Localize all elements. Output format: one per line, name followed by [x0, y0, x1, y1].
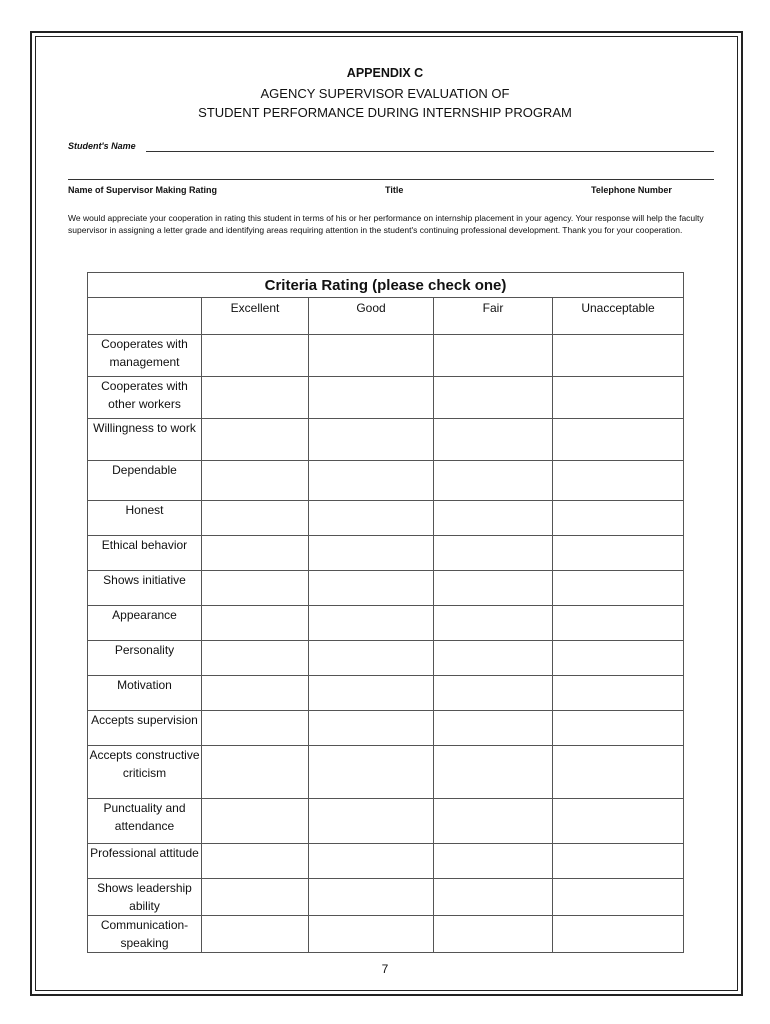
rating-checkbox-fair[interactable]	[434, 571, 553, 606]
column-header-good: Good	[309, 298, 434, 335]
rating-checkbox-good[interactable]	[309, 536, 434, 571]
rating-checkbox-good[interactable]	[309, 641, 434, 676]
table-row	[88, 419, 684, 461]
rating-checkbox-excellent[interactable]	[202, 916, 309, 953]
rating-checkbox-excellent[interactable]	[202, 536, 309, 571]
rating-checkbox-fair[interactable]	[434, 335, 553, 377]
rating-checkbox-unacceptable[interactable]	[553, 711, 684, 746]
column-header-excellent: Excellent	[202, 298, 309, 335]
form-title-line-1: AGENCY SUPERVISOR EVALUATION OF	[260, 86, 510, 101]
rating-checkbox-good[interactable]	[309, 606, 434, 641]
rating-checkbox-good[interactable]	[309, 571, 434, 606]
table-row	[88, 711, 684, 746]
rating-checkbox-fair[interactable]	[434, 461, 553, 501]
rating-checkbox-unacceptable[interactable]	[553, 536, 684, 571]
table-caption: Criteria Rating (please check one)	[88, 273, 684, 298]
criterion-label: Dependable	[88, 461, 202, 501]
rating-checkbox-good[interactable]	[309, 711, 434, 746]
rating-checkbox-fair[interactable]	[434, 711, 553, 746]
page-number: 7	[381, 962, 389, 976]
rating-checkbox-excellent[interactable]	[202, 746, 309, 799]
criterion-label: Cooperates with other workers	[88, 377, 202, 419]
supervisor-field-line[interactable]	[68, 179, 714, 180]
criterion-label: Willingness to work	[88, 419, 202, 461]
table-row	[88, 461, 684, 501]
telephone-label: Telephone Number	[591, 185, 672, 195]
criteria-header-cell	[88, 298, 202, 335]
table-row	[88, 606, 684, 641]
appendix-title: APPENDIX C	[346, 66, 424, 80]
table-row	[88, 536, 684, 571]
column-header-row	[88, 298, 684, 335]
rating-checkbox-fair[interactable]	[434, 746, 553, 799]
table-row	[88, 916, 684, 953]
criteria-body	[88, 335, 684, 953]
rating-checkbox-excellent[interactable]	[202, 571, 309, 606]
student-name-field[interactable]	[146, 151, 714, 152]
rating-checkbox-excellent[interactable]	[202, 461, 309, 501]
rating-checkbox-excellent[interactable]	[202, 501, 309, 536]
rating-checkbox-unacceptable[interactable]	[553, 916, 684, 953]
rating-checkbox-excellent[interactable]	[202, 641, 309, 676]
criterion-label: Honest	[88, 501, 202, 536]
rating-checkbox-good[interactable]	[309, 799, 434, 844]
table-row	[88, 676, 684, 711]
rating-checkbox-unacceptable[interactable]	[553, 746, 684, 799]
intro-paragraph: We would appreciate your cooperation in rating this student in terms of his or her performance on internship placement in your agency. Your response will help the faculty supervisor in assigning a letter grade and identifying areas requiring attention in the student's continuing professional development. Thank you for your cooperation.	[68, 213, 704, 235]
rating-checkbox-excellent[interactable]	[202, 419, 309, 461]
rating-checkbox-unacceptable[interactable]	[553, 335, 684, 377]
rating-checkbox-unacceptable[interactable]	[553, 844, 684, 879]
student-name-label: Student's Name	[68, 141, 136, 151]
rating-checkbox-fair[interactable]	[434, 606, 553, 641]
table-row	[88, 879, 684, 916]
table-row	[88, 501, 684, 536]
criterion-label: Shows leadership ability	[88, 879, 202, 916]
rating-checkbox-fair[interactable]	[434, 641, 553, 676]
rating-checkbox-unacceptable[interactable]	[553, 606, 684, 641]
supervisor-name-label: Name of Supervisor Making Rating	[68, 185, 218, 195]
criterion-label: Cooperates with management	[88, 335, 202, 377]
rating-checkbox-unacceptable[interactable]	[553, 419, 684, 461]
rating-checkbox-unacceptable[interactable]	[553, 461, 684, 501]
rating-checkbox-fair[interactable]	[434, 676, 553, 711]
criterion-label: Accepts constructive criticism	[88, 746, 202, 799]
rating-checkbox-unacceptable[interactable]	[553, 879, 684, 916]
rating-checkbox-fair[interactable]	[434, 844, 553, 879]
table-row	[88, 799, 684, 844]
rating-checkbox-good[interactable]	[309, 501, 434, 536]
rating-checkbox-excellent[interactable]	[202, 377, 309, 419]
table-row	[88, 571, 684, 606]
rating-checkbox-unacceptable[interactable]	[553, 799, 684, 844]
rating-checkbox-good[interactable]	[309, 335, 434, 377]
rating-checkbox-good[interactable]	[309, 419, 434, 461]
rating-checkbox-fair[interactable]	[434, 536, 553, 571]
criterion-label: Professional attitude	[88, 844, 202, 879]
rating-checkbox-good[interactable]	[309, 676, 434, 711]
table-row	[88, 844, 684, 879]
rating-checkbox-unacceptable[interactable]	[553, 377, 684, 419]
rating-checkbox-good[interactable]	[309, 461, 434, 501]
form-title-line-2: STUDENT PERFORMANCE DURING INTERNSHIP PROGRAM	[198, 105, 572, 120]
rating-checkbox-fair[interactable]	[434, 879, 553, 916]
rating-checkbox-excellent[interactable]	[202, 711, 309, 746]
title-label: Title	[385, 185, 404, 195]
rating-checkbox-excellent[interactable]	[202, 844, 309, 879]
criterion-label: Motivation	[88, 676, 202, 711]
criterion-label: Ethical behavior	[88, 536, 202, 571]
rating-checkbox-fair[interactable]	[434, 799, 553, 844]
rating-checkbox-fair[interactable]	[434, 916, 553, 953]
rating-checkbox-good[interactable]	[309, 879, 434, 916]
rating-checkbox-excellent[interactable]	[202, 335, 309, 377]
column-header-fair: Fair	[434, 298, 553, 335]
rating-checkbox-unacceptable[interactable]	[553, 501, 684, 536]
rating-checkbox-good[interactable]	[309, 844, 434, 879]
rating-checkbox-fair[interactable]	[434, 419, 553, 461]
rating-checkbox-unacceptable[interactable]	[553, 676, 684, 711]
rating-checkbox-excellent[interactable]	[202, 879, 309, 916]
rating-checkbox-excellent[interactable]	[202, 606, 309, 641]
table-row	[88, 746, 684, 799]
rating-checkbox-unacceptable[interactable]	[553, 571, 684, 606]
criterion-label: Communication-speaking	[88, 916, 202, 953]
rating-checkbox-excellent[interactable]	[202, 676, 309, 711]
rating-checkbox-good[interactable]	[309, 746, 434, 799]
table-row	[88, 335, 684, 377]
rating-checkbox-excellent[interactable]	[202, 799, 309, 844]
criterion-label: Personality	[88, 641, 202, 676]
criteria-rating-table	[87, 272, 684, 953]
criterion-label: Appearance	[88, 606, 202, 641]
rating-checkbox-good[interactable]	[309, 377, 434, 419]
column-header-unacceptable: Unacceptable	[553, 298, 684, 335]
criterion-label: Punctuality and attendance	[88, 799, 202, 844]
criterion-label: Accepts supervision	[88, 711, 202, 746]
rating-checkbox-fair[interactable]	[434, 501, 553, 536]
table-row	[88, 641, 684, 676]
criterion-label: Shows initiative	[88, 571, 202, 606]
rating-checkbox-fair[interactable]	[434, 377, 553, 419]
rating-checkbox-good[interactable]	[309, 916, 434, 953]
table-row	[88, 377, 684, 419]
rating-checkbox-unacceptable[interactable]	[553, 641, 684, 676]
